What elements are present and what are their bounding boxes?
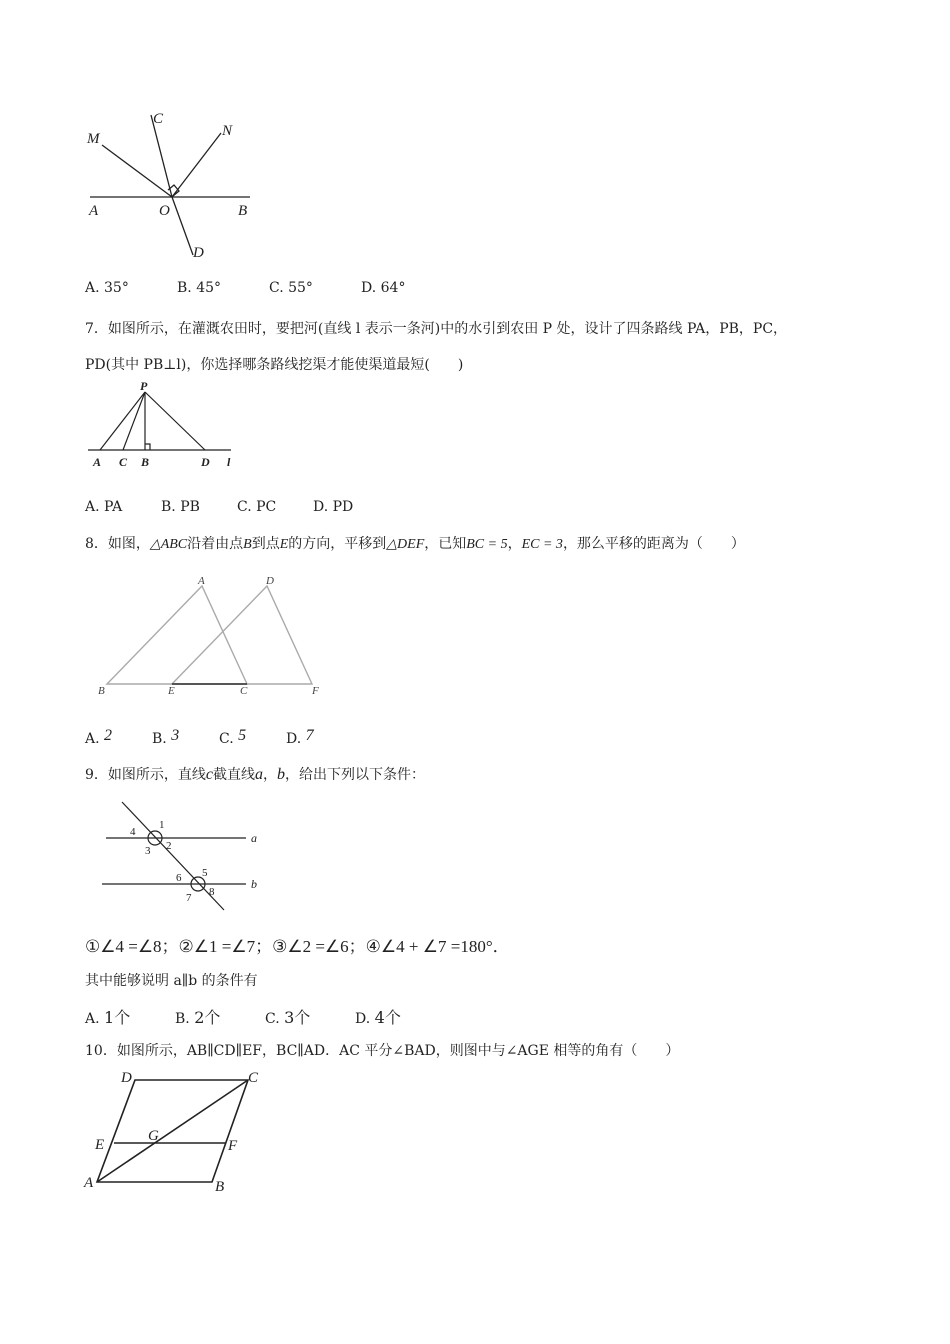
q9-stem-part: 9．如图所示，直线	[85, 767, 206, 783]
q7-stem-line2: PD(其中 PB⊥l)，你选择哪条路线挖渠才能使渠道最短( )	[85, 357, 464, 373]
q9-label-6: 6	[176, 872, 182, 884]
q8-math-b: B	[243, 537, 252, 552]
q9-label-b: b	[251, 877, 257, 891]
q8-option-a[interactable]: A. 2	[85, 727, 113, 747]
q10-label-b: B	[215, 1179, 225, 1195]
q10-label-g: G	[148, 1128, 159, 1144]
q6-figure	[85, 105, 265, 265]
q8-label-f: F	[312, 685, 319, 697]
q8-stem	[85, 533, 745, 553]
q8-math-e: E	[279, 537, 289, 552]
q9-label-5: 5	[202, 867, 208, 879]
q8-option-b[interactable]: B. 3	[152, 727, 180, 747]
q9-math-b: b	[277, 766, 286, 783]
q9-label-1: 1	[159, 819, 165, 831]
q6-label-c: C	[153, 111, 164, 127]
q10-label-a: A	[84, 1175, 94, 1191]
q10-label-d: D	[121, 1070, 132, 1086]
q6-option-c[interactable]: C. 55°	[269, 280, 313, 296]
q8-label-b: B	[98, 685, 105, 697]
q6-label-m: M	[87, 131, 100, 147]
q8-label-c: C	[240, 685, 248, 697]
q7-label-b: B	[141, 455, 150, 469]
q10-label-c: C	[248, 1070, 259, 1086]
q8-option-d[interactable]: D. 7	[286, 727, 314, 747]
q8-label-e: E	[168, 685, 175, 697]
q7-option-b[interactable]: B. PB	[161, 499, 200, 515]
q9-options	[85, 1005, 445, 1028]
q8-options	[85, 727, 353, 748]
q9-math-c: c	[205, 766, 214, 783]
q8-stem-part: ，已知	[424, 536, 467, 552]
q8-math-ec: EC = 3	[521, 537, 563, 552]
q8-stem-part: 沿着由点	[187, 536, 244, 552]
q9-stem-part: ，给出下列以下条件：	[285, 767, 426, 783]
q9-option-a[interactable]: A. 1个	[85, 1008, 131, 1027]
q10-label-f: F	[228, 1138, 238, 1154]
q8-figure	[90, 570, 340, 700]
q9-stem-part: ，	[263, 767, 278, 783]
q8-stem-part: ，	[507, 536, 522, 552]
q7-option-c[interactable]: C. PC	[237, 499, 277, 515]
q9-option-b[interactable]: B. 2个	[175, 1008, 221, 1027]
q8-math-def: △DEF	[386, 537, 425, 552]
q7-label-d: D	[201, 455, 210, 469]
q7-figure	[85, 378, 245, 473]
q9-stem-2: 其中能够说明 a∥b 的条件有	[85, 973, 258, 989]
q8-stem-part: 的方向，平移到	[288, 536, 387, 552]
q9-option-c[interactable]: C. 3个	[265, 1008, 311, 1027]
q9-stem	[85, 764, 425, 784]
q7-stem-line1: 7．如图所示，在灌溉农田时，要把河(直线 l 表示一条河)中的水引到农田 P 处，设计了四条路线 PA，PB，PC，	[85, 321, 788, 337]
q10-label-e: E	[95, 1137, 105, 1153]
q8-option-c[interactable]: C. 5	[219, 727, 247, 747]
q6-label-a: A	[89, 203, 99, 219]
q9-label-2: 2	[166, 840, 172, 852]
q6-label-b: B	[238, 203, 248, 219]
q6-label-d: D	[193, 245, 204, 261]
q8-stem-part: 到点	[251, 536, 280, 552]
q9-figure	[98, 798, 273, 916]
q8-label-d: D	[266, 575, 274, 587]
q8-math-abc: △ABC	[149, 537, 188, 552]
q9-label-7: 7	[186, 892, 192, 904]
q10-figure	[82, 1065, 277, 1200]
q8-stem-part: ，那么平移的距离为（ ）	[562, 536, 745, 552]
q8-math-bc: BC = 5	[466, 537, 508, 552]
q6-label-n: N	[222, 123, 233, 139]
q9-math-a: a	[255, 766, 264, 783]
q6-option-a[interactable]: A. 35°	[85, 280, 129, 296]
q9-label-8: 8	[209, 886, 215, 898]
q7-options	[85, 499, 389, 515]
q8-label-a: A	[198, 575, 205, 587]
q7-option-a[interactable]: A. PA	[85, 499, 123, 515]
q9-conditions: ①∠4 =∠8；②∠1 =∠7；③∠2 =∠6；④∠4 + ∠7 =180°．	[85, 937, 510, 956]
q9-option-d[interactable]: D. 4个	[355, 1008, 401, 1027]
q9-label-a: a	[251, 831, 257, 845]
q6-options	[85, 280, 453, 296]
q7-option-d[interactable]: D. PD	[313, 499, 354, 515]
q7-label-c: C	[119, 455, 128, 469]
q9-label-4: 4	[130, 826, 136, 838]
q6-option-d[interactable]: D. 64°	[361, 280, 406, 296]
q9-stem-part: 截直线	[213, 767, 256, 783]
q10-stem: 10．如图所示，AB∥CD∥EF，BC∥AD．AC 平分∠BAD，则图中与∠AGE 相等的角有（ ）	[85, 1043, 680, 1059]
q7-label-a: A	[93, 455, 102, 469]
q7-label-p: P	[140, 379, 148, 393]
q9-label-3: 3	[145, 845, 151, 857]
q6-label-o: O	[159, 203, 170, 219]
q7-label-l: l	[227, 455, 231, 469]
q8-stem-part: 8．如图，	[85, 536, 150, 552]
q6-option-b[interactable]: B. 45°	[177, 280, 222, 296]
